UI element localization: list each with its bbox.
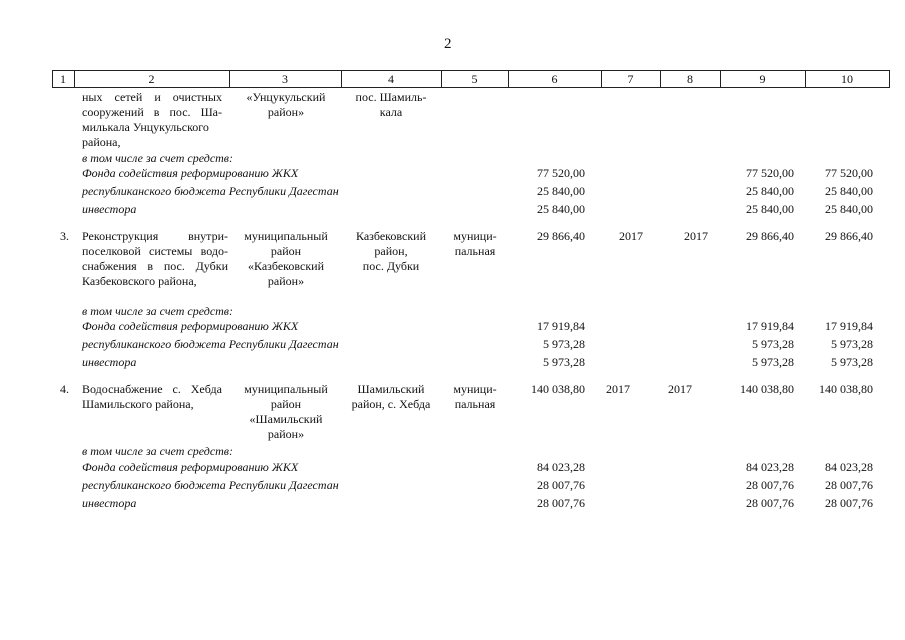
funding-amount-col10: 5 973,28 [831,355,873,369]
funding-amount-col9: 77 520,00 [746,166,794,180]
total-cost: 140 038,80 [531,382,585,396]
funding-amount-col10: 25 840,00 [825,184,873,198]
amount-col9: 140 038,80 [740,382,794,396]
row-number: 4. [60,382,69,396]
funding-amount-col10: 5 973,28 [831,337,873,351]
funding-source: инвестора [82,202,137,216]
ownership: муници- пальная [453,382,497,411]
funding-amount-col9: 28 007,76 [746,496,794,510]
funding-amount-col9: 5 973,28 [752,337,794,351]
funding-amount-col10: 28 007,76 [825,496,873,510]
header-col-7: 7 [627,72,634,86]
customer: муниципальный район «Шамильский район» [244,382,328,441]
funding-amount-col6: 84 023,28 [537,460,585,474]
funding-source: Фонда содействия реформированию ЖКХ [82,319,299,333]
header-col-3: 3 [282,72,288,86]
funding-amount-col10: 17 919,84 [825,319,873,333]
header-bottom-rule [52,87,890,88]
funding-source: инвестора [82,355,137,369]
header-col-6: 6 [551,72,558,86]
municipality: «Унцукульский район» [246,90,326,119]
location: пос. Шамиль- кала [355,90,427,119]
funding-amount-col9: 5 973,28 [752,355,794,369]
col-divider [889,70,890,87]
customer: муниципальный район «Казбековский район» [244,229,328,288]
funding-heading: в том числе за счет средств: [82,444,234,458]
row-number: 3. [60,229,69,243]
funding-amount-col6: 77 520,00 [537,166,585,180]
ownership: муници- пальная [453,229,497,258]
funding-source: республиканского бюджета Республики Дагестан [82,337,339,351]
amount-col9: 29 866,40 [746,229,794,243]
end-year: 2017 [684,229,708,243]
funding-heading: в том числе за счет средств: [82,151,234,165]
end-year: 2017 [668,382,692,396]
project-name: Водоснабжение с. Хебда Шамильского района, [82,382,222,411]
location: Шамильский район, с. Хебда [351,382,431,411]
funding-amount-col9: 17 919,84 [746,319,794,333]
header-col-8: 8 [687,72,693,86]
project-name: ных сетей и очистных сооружений в пос. Ша- милькала Унцукульского района, [82,90,222,149]
funding-amount-col6: 17 919,84 [537,319,585,333]
funding-source: Фонда содействия реформированию ЖКХ [82,460,299,474]
header-col-2: 2 [148,72,155,86]
project-name: Реконструкция внутри- поселковой системы водо- снабжения в пос. Дубки Казбековского района, [82,229,228,288]
amount-col10: 29 866,40 [825,229,873,243]
funding-amount-col9: 25 840,00 [746,202,794,216]
start-year: 2017 [606,382,630,396]
funding-source: инвестора [82,496,137,510]
amount-col10: 140 038,80 [819,382,873,396]
funding-amount-col6: 25 840,00 [537,184,585,198]
funding-amount-col6: 5 973,28 [543,337,585,351]
header-top-rule [52,70,890,71]
funding-heading: в том числе за счет средств: [82,304,234,318]
funding-source: республиканского бюджета Республики Дагестан [82,478,339,492]
funding-amount-col9: 25 840,00 [746,184,794,198]
funding-source: Фонда содействия реформированию ЖКХ [82,166,299,180]
funding-amount-col10: 84 023,28 [825,460,873,474]
total-cost: 29 866,40 [537,229,585,243]
funding-amount-col6: 28 007,76 [537,478,585,492]
header-col-1: 1 [60,72,66,86]
page-number: 2 [444,36,452,52]
header-col-5: 5 [471,72,478,86]
header-col-10: 10 [841,72,853,86]
header-col-4: 4 [388,72,394,86]
funding-amount-col10: 25 840,00 [825,202,873,216]
funding-source: республиканского бюджета Республики Дагестан [82,184,339,198]
funding-amount-col10: 77 520,00 [825,166,873,180]
funding-amount-col6: 28 007,76 [537,496,585,510]
funding-amount-col9: 84 023,28 [746,460,794,474]
funding-amount-col9: 28 007,76 [746,478,794,492]
funding-amount-col6: 5 973,28 [543,355,585,369]
funding-amount-col10: 28 007,76 [825,478,873,492]
location: Казбековский район, пос. Дубки [355,229,426,273]
start-year: 2017 [619,229,643,243]
header-col-9: 9 [759,72,766,86]
funding-amount-col6: 25 840,00 [537,202,585,216]
